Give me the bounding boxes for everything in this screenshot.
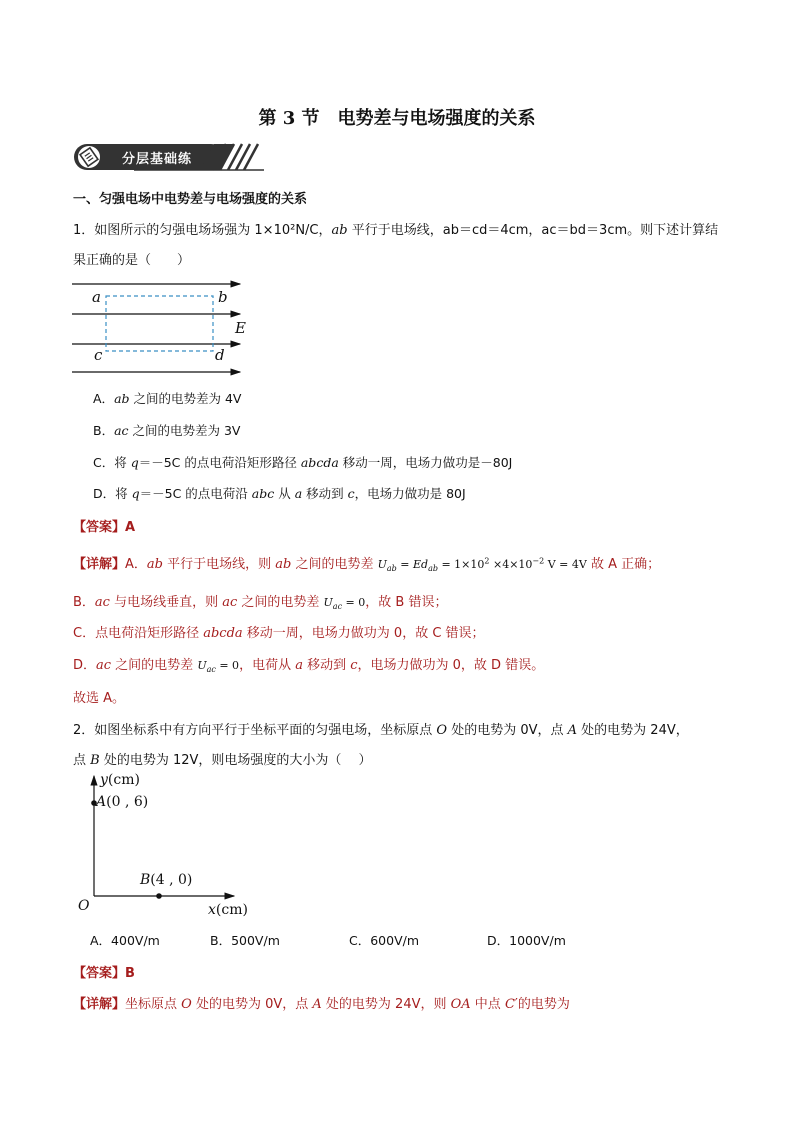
q1-detail-line2 (73, 591, 447, 611)
detail-var: ac (94, 595, 110, 610)
axis-unit: (cm) (215, 902, 248, 918)
formula-part: ab (386, 564, 397, 574)
detail-text: ′的电势为 (514, 997, 570, 1012)
q1-option-b[interactable] (93, 421, 240, 439)
q1-option-c[interactable] (93, 453, 512, 471)
detail-var: ab (275, 557, 292, 572)
detail-text: 处的电势为 0V，点 (191, 997, 313, 1012)
detail-text: ，电荷从 (239, 658, 296, 673)
answer-value: A (125, 520, 136, 535)
q1-var-ab: ab (331, 223, 348, 238)
axis-var: y (100, 772, 108, 788)
q1-text: 如图所示的匀强电场场强为 1×10²N/C， (94, 223, 332, 238)
point-name: A (96, 794, 107, 810)
q1-line1 (73, 219, 718, 238)
section-banner (74, 142, 264, 172)
detail-var: O (181, 997, 192, 1012)
detail-var: c (350, 658, 358, 673)
detail-var: a (295, 658, 303, 673)
option-text: ＝－5C 的点电荷沿 (139, 486, 252, 501)
point-coord: (4 , 0) (150, 872, 193, 888)
detail-text: B． (73, 595, 95, 610)
detail-label: 【详解】 (73, 557, 126, 572)
point-name: B (140, 872, 151, 888)
formula-part: ac (206, 665, 216, 675)
option-text: 移动一周，电场力做功是－80J (338, 455, 513, 470)
formula-part: ab (428, 564, 438, 574)
formula-part: = 1×10 (437, 558, 485, 571)
q2-answer (73, 962, 135, 981)
detail-text: 之间的电势差 (237, 595, 324, 610)
q2-number: 2． (73, 723, 95, 738)
q2-text: 处的电势为 12V，则电场强度的大小为（ ） (99, 753, 372, 768)
q2-coordinate-figure (72, 770, 262, 920)
label-d: d (215, 346, 225, 364)
q2-option-c[interactable]: C．600V/m (349, 933, 420, 948)
detail-formula (197, 659, 240, 675)
option-text: 之间的电势差为 3V (128, 423, 241, 438)
option-var: a (294, 486, 303, 501)
option-var: ab (114, 391, 130, 406)
detail-text: 与电场线垂直，则 (109, 595, 223, 610)
q2-option-a[interactable]: A．400V/m (90, 933, 160, 948)
detail-var: C (504, 997, 515, 1012)
option-var: ac (114, 423, 129, 438)
detail-text: ，故 B 错误； (365, 595, 448, 610)
q1-option-d[interactable] (93, 484, 466, 502)
option-text: ＝－5C 的点电荷沿矩形路径 (138, 455, 301, 470)
label-a: a (92, 288, 101, 306)
dashed-rectangle (106, 296, 213, 351)
detail-var: A (312, 997, 322, 1012)
detail-text: 处的电势为 24V，则 (321, 997, 451, 1012)
formula-part: ac (332, 602, 343, 612)
axis-unit: (cm) (107, 772, 140, 788)
detail-formula (323, 596, 366, 612)
option-text: 从 (274, 486, 295, 501)
formula-part: −2 (532, 556, 545, 566)
detail-text: 平行于电场线，则 (163, 557, 276, 572)
detail-text: 坐标原点 (125, 997, 182, 1012)
detail-text: 之间的电势差 (291, 557, 378, 572)
q1-line2: 果正确的是（ ） (73, 253, 191, 268)
label-c: c (94, 346, 103, 364)
q1-option-a[interactable] (93, 389, 241, 407)
q2-line1 (73, 719, 689, 738)
q2-var: O (436, 723, 448, 738)
detail-text: C．点电荷沿矩形路径 (73, 626, 204, 641)
q1-number: 1． (73, 223, 95, 238)
point-A-label (96, 794, 148, 810)
formula-part: V = 4V (544, 558, 587, 571)
point-B (156, 893, 162, 899)
detail-var: ac (96, 658, 112, 673)
option-text: D．将 (93, 486, 132, 501)
option-var: abc (251, 486, 275, 501)
point-B-label (140, 872, 192, 888)
label-b: b (218, 288, 228, 306)
q2-option-b[interactable]: B．500V/m (210, 933, 280, 948)
formula-part: ×4×10 (489, 558, 533, 571)
q1-text: 。则下述计算结 (627, 223, 719, 238)
detail-text: A． (125, 557, 147, 572)
q2-text: 如图坐标系中有方向平行于坐标平面的匀强电场，坐标原点 (94, 723, 437, 738)
option-text: ，电场力做功是 80J (354, 486, 466, 501)
banner-label: 分层基础练 (122, 152, 193, 167)
q1-equation: ab＝cd＝4cm，ac＝bd＝3cm (442, 223, 628, 238)
detail-text: 故 A 正确； (586, 557, 661, 572)
q2-text: 处的电势为 24V， (577, 723, 689, 738)
answer-value: B (125, 966, 135, 981)
x-axis-label (208, 902, 248, 918)
axis-var: x (208, 902, 216, 918)
point-coord: (0 , 6) (106, 794, 149, 810)
detail-formula (377, 556, 587, 574)
formula-part: U (323, 596, 333, 609)
answer-label: 【答案】 (73, 520, 126, 535)
option-text: A． (93, 391, 115, 406)
formula-part: 2 (484, 556, 490, 566)
detail-var: ab (146, 557, 163, 572)
answer-label: 【答案】 (73, 966, 126, 981)
option-text: C．将 (93, 455, 131, 470)
detail-text: 之间的电势差 (111, 658, 198, 673)
detail-var: ac (222, 595, 238, 610)
formula-part: = 0 (215, 659, 240, 672)
option-var: c (347, 486, 355, 501)
detail-var: abcda (203, 626, 243, 641)
option-text: 移动到 (302, 486, 348, 501)
option-var: q (130, 455, 139, 470)
formula-part: = 0 (342, 596, 366, 609)
q2-line2 (73, 749, 372, 768)
q1-text: 平行于电场线， (347, 223, 443, 238)
detail-text: 中点 (470, 997, 505, 1012)
q1-detail-line1 (73, 553, 660, 573)
formula-part: U (377, 558, 387, 571)
option-text: B． (93, 423, 115, 438)
q2-text: 点 (73, 753, 91, 768)
q2-option-d[interactable]: D．1000V/m (487, 933, 566, 948)
option-text: 之间的电势差为 4V (129, 391, 242, 406)
q1-detail-line4 (73, 654, 544, 674)
q2-var: B (90, 753, 100, 768)
q2-var: A (567, 723, 578, 738)
formula-part: U (197, 659, 207, 672)
section-heading: 一、匀强电场中电势差与电场强度的关系 (73, 192, 308, 207)
q1-field-figure (72, 276, 252, 378)
detail-label: 【详解】 (73, 997, 126, 1012)
q1-detail-line3 (73, 622, 485, 641)
q2-text: 处的电势为 0V，点 (447, 723, 568, 738)
q2-detail-line1 (73, 993, 570, 1012)
option-var: q (131, 486, 140, 501)
detail-text: 移动到 (302, 658, 351, 673)
origin-label: O (78, 898, 90, 914)
detail-text: 移动一周，电场力做功为 0，故 C 错误； (242, 626, 485, 641)
detail-var: OA (450, 997, 471, 1012)
detail-text: D． (73, 658, 97, 673)
q1-answer (73, 516, 135, 535)
detail-text: ，电场力做功为 0，故 D 错误。 (357, 658, 545, 673)
option-var: abcda (300, 455, 339, 470)
y-axis-label (100, 772, 140, 788)
page-title: 第 3 节 电势差与电场强度的关系 (258, 108, 536, 129)
label-E: E (235, 319, 246, 337)
q1-conclusion: 故选 A。 (73, 691, 126, 706)
formula-part: = Ed (396, 558, 429, 571)
